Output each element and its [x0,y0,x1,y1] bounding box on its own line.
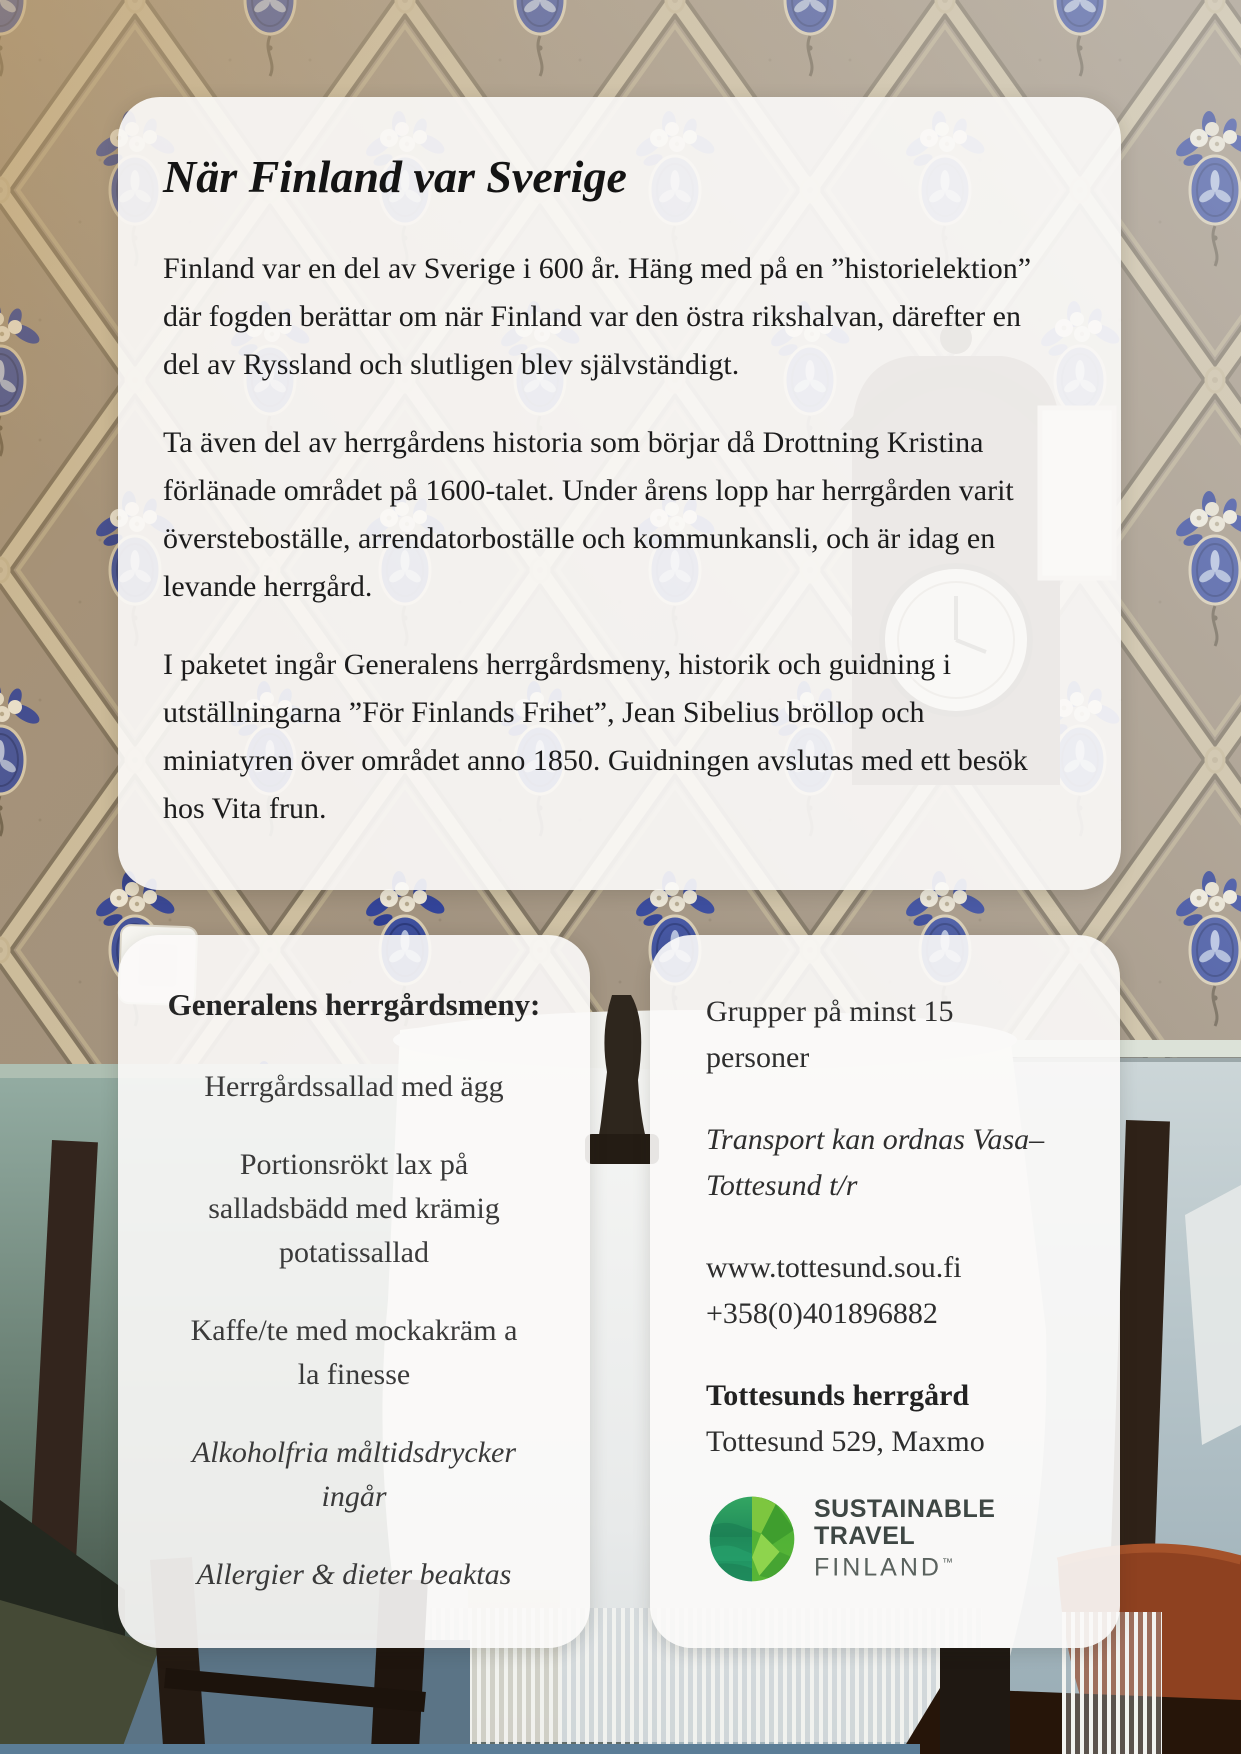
transport-note: Transport kan ordnas Vasa–Tottesund t/r [706,1123,1045,1202]
website-text: www.tottesund.sou.fi [706,1251,962,1284]
menu-card [118,935,590,1648]
trademark-symbol: ™ [941,1557,953,1570]
logo-line-travel: TRAVEL [814,1522,916,1551]
menu-heading: Generalens herrgårdsmeny: [167,987,541,1022]
page-title: När Finland var Sverige [163,151,627,202]
menu-note-drinks: Alkoholfria måltidsdrycker ingår [191,1436,517,1513]
sustainable-travel-finland-logo [706,1493,1090,1585]
contact-block [706,1245,1051,1337]
intro-paragraph-1: Finland var en del av Sverige i 600 år. Häng med på en ”historielektion” där fogden berättar om när Finland var den östra rikshalvan, därefter en del av Ryssland och slutligen blev självständigt. [163,252,1032,381]
menu-item-salmon: Portionsrökt lax på salladsbädd med krämig potatissallad [208,1148,500,1269]
info-card [650,935,1120,1648]
group-size-note: Grupper på minst 15 personer [706,995,954,1074]
intro-paragraph-2: Ta även del av herrgårdens historia som börjar då Drottning Kristina förlänade området på 1600-talet. Under årens lopp har herrgården varit översteboställe, arrendatorboställe och kommunkansli, och är idag en levande herrgård. [163,426,1014,603]
logo-globe-icon [706,1493,798,1585]
logo-wordmark [814,1496,995,1581]
intro-paragraph-3: I paketet ingår Generalens herrgårdsmeny, historik och guidning i utställningarna ”För Finlands Frihet”, Jean Sibelius bröllop och miniatyren över området anno 1850. Guidningen avslutas med ett besök hos Vita frun. [163,648,1028,825]
venue-block [706,1373,1051,1465]
menu-item-salad: Herrgårdssallad med ägg [204,1070,504,1103]
venue-name: Tottesunds herrgård [706,1379,970,1412]
venue-address: Tottesund 529, Maxmo [706,1425,985,1458]
phone-number: +358(0)401896882 [706,1297,938,1330]
logo-line-sustainable: SUSTAINABLE [814,1495,996,1524]
menu-item-coffee: Kaffe/te med mockakräm a la finesse [190,1314,518,1391]
intro-card [118,97,1121,890]
logo-line-finland: FINLAND™ [814,1553,953,1582]
baseboard [0,1744,920,1754]
menu-note-allergies: Allergier & dieter beaktas [196,1558,512,1591]
